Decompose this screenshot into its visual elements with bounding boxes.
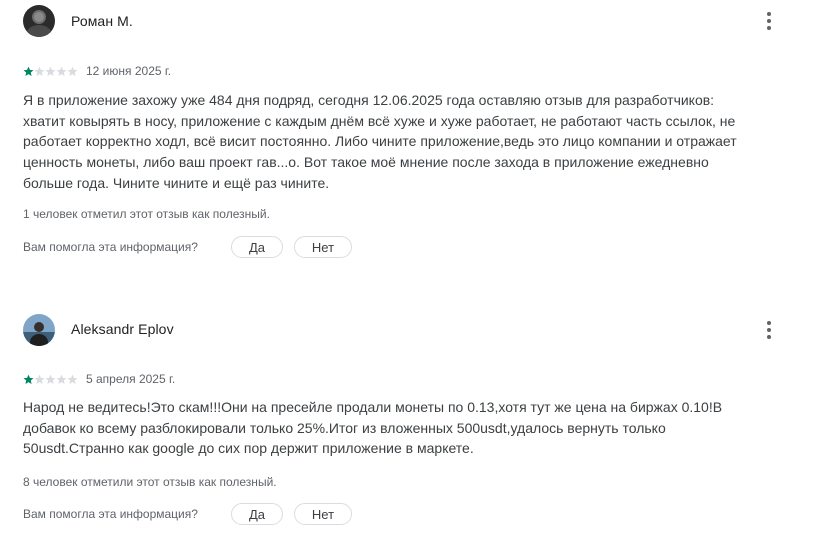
vote-no-button[interactable]: Нет [294, 236, 352, 258]
review-header [23, 0, 783, 45]
review-text-line: больше года. Чините чините и ещё раз чините. [23, 174, 330, 191]
helpful-count: 8 человек отметили этот отзыв как полезный. [23, 475, 277, 489]
star-empty-icon [34, 374, 45, 385]
review-meta [23, 372, 175, 386]
author-name: Роман М. [71, 13, 133, 29]
star-empty-icon [67, 66, 78, 77]
review-text-line: хватит ковырять в носу, приложение с каждым днём всё хуже и хуже работает, не работают часть ссылок, не [23, 112, 736, 129]
review-text-line: добавок ко всему разблокировали только 25%.Итог из вложенных 500usdt,удалось вернуть только [23, 419, 666, 436]
star-rating [23, 374, 78, 385]
helpful-vote-row [23, 235, 352, 259]
more-options-icon[interactable] [757, 318, 781, 342]
star-empty-icon [34, 66, 45, 77]
star-empty-icon [45, 66, 56, 77]
helpful-question: Вам помогла эта информация? [23, 240, 198, 254]
star-empty-icon [56, 374, 67, 385]
review-text [23, 397, 783, 459]
author-name: Aleksandr Eplov [71, 321, 174, 337]
review-text-line: ценность монеты, либо ваш проект гав...о. Вот такое моё мнение после захода в приложение ежедневно [23, 154, 709, 171]
review-date: 12 июня 2025 г. [86, 64, 172, 78]
star-rating [23, 66, 78, 77]
helpful-count: 1 человек отметил этот отзыв как полезный. [23, 207, 270, 221]
review-text-line: Народ не ведитесь!Это скам!!!Они на пресейле продали монеты по 0.13,хотя тут же цена на биржах 0.10!В [23, 399, 723, 415]
star-empty-icon [45, 374, 56, 385]
review-card [23, 310, 783, 522]
review-date: 5 апреля 2025 г. [86, 372, 176, 386]
more-options-icon[interactable] [757, 9, 781, 33]
review-text [23, 90, 783, 194]
avatar [23, 5, 55, 37]
star-empty-icon [67, 374, 78, 385]
avatar [23, 314, 55, 346]
review-text-line: Я в приложение захожу уже 484 дня подряд, сегодня 12.06.2025 года оставляю отзыв для разработчиков: [23, 92, 715, 108]
review-text-line: 50usdt.Странно как google до сих пор держит приложение в маркете. [23, 440, 474, 457]
review-card [23, 0, 783, 255]
star-filled-icon [23, 374, 34, 385]
vote-yes-button[interactable]: Да [231, 503, 283, 525]
helpful-question: Вам помогла эта информация? [23, 507, 198, 521]
helpful-vote-row [23, 502, 352, 526]
star-filled-icon [23, 66, 34, 77]
review-header [23, 310, 783, 355]
review-text-line: работает корректно ходл, всё висит постоянно. Либо чините приложение,ведь это лицо компании и отражает [23, 133, 737, 150]
vote-no-button[interactable]: Нет [294, 503, 352, 525]
star-empty-icon [56, 66, 67, 77]
vote-yes-button[interactable]: Да [231, 236, 283, 258]
review-meta [23, 64, 171, 78]
